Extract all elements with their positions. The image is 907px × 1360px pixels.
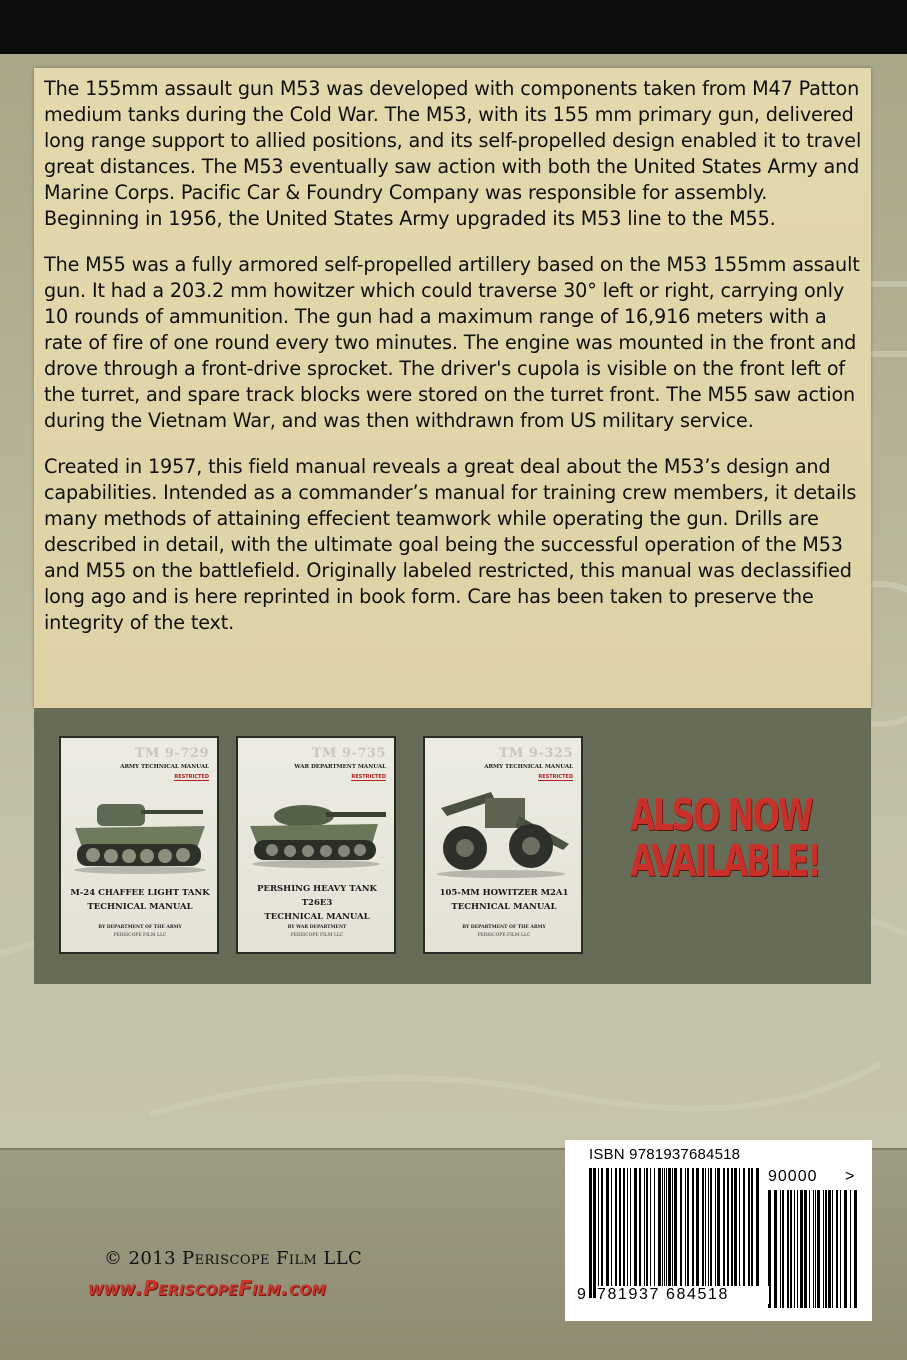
barcode-bar (664, 1168, 665, 1286)
barcode-price-code: 90000 (768, 1168, 818, 1185)
book-restricted-stamp: RESTRICTED (351, 774, 386, 780)
barcode-bar (705, 1168, 706, 1286)
book-title-line-1: 105-MM HOWITZER M2A1 (439, 888, 569, 898)
barcode-bar (787, 1190, 789, 1308)
barcode-bar (832, 1190, 833, 1308)
book-tm-number: TM 9-735 (311, 746, 386, 761)
barcode-bar (850, 1190, 851, 1308)
book-series: WAR DEPARTMENT MANUAL (294, 764, 386, 770)
book-publisher: PERISCOPE FILM LLC (290, 933, 344, 938)
isbn-barcode-box (565, 1140, 872, 1321)
barcode-bar (780, 1190, 781, 1308)
barcode-bar (790, 1190, 792, 1308)
barcode-bar (668, 1168, 671, 1286)
barcode-bar (756, 1168, 759, 1298)
book-cover-105mm-howitzer[interactable] (423, 736, 583, 954)
barcode-bar (685, 1168, 686, 1286)
description-text (44, 76, 868, 656)
barcode-bar (751, 1168, 753, 1286)
barcode-first-digit: 9 (577, 1286, 586, 1303)
book-title-line-1: PERSHING HEAVY TANK T26E3 (257, 884, 377, 908)
book-tm-number: TM 9-729 (134, 746, 209, 761)
addon-barcode-bars (768, 1190, 857, 1308)
barcode-bar (696, 1168, 699, 1286)
barcode-bar (797, 1190, 798, 1308)
barcode-bar (854, 1190, 857, 1308)
barcode-bar (627, 1168, 628, 1286)
barcode-bar (813, 1190, 814, 1308)
barcode-bar (715, 1168, 716, 1286)
publisher-website[interactable]: www.PeriscopeFilm.com (88, 1276, 326, 1300)
book-publisher: PERISCOPE FILM LLC (113, 933, 167, 938)
barcode-bar (619, 1168, 621, 1286)
barcode-bar (650, 1168, 651, 1286)
also-now-available-heading (630, 790, 820, 887)
book-title (429, 886, 579, 914)
barcode-bar (606, 1168, 609, 1286)
barcode-bar (687, 1168, 689, 1286)
book-title-line-1: M-24 CHAFFEE LIGHT TANK (70, 888, 210, 898)
barcode-bar (825, 1190, 827, 1308)
barcode-bar (804, 1190, 807, 1308)
description-paragraph-1: The 155mm assault gun M53 was developed with components taken from M47 Patton medium tanks during the Cold War. The M53, with its 155 mm primary gun, delivered long range support to allied positions, and its self-propelled design enabled it to travel great distances. The M53 eventually saw action with both the United States Army and Marine Corps. Pacific Car & Foundry Company was responsible for assembly. Beginning in 1956, the United States Army upgraded its M53 line to the M55. (44, 77, 862, 230)
barcode-bar (674, 1168, 677, 1298)
copyright-notice: © 2013 Periscope Film LLC (104, 1248, 363, 1269)
barcode-bar (840, 1190, 841, 1308)
barcode-bar (601, 1168, 603, 1286)
barcode-bar (823, 1190, 824, 1308)
tank-illustration (244, 786, 390, 876)
barcode-bar (702, 1168, 704, 1286)
barcode-bar (634, 1168, 637, 1286)
description-paragraph-3: Created in 1957, this field manual reveals a great deal about the M53’s design and capabilities. Intended as a commander’s manual for training crew members, it details many methods of attaining effecient teamwork while operating the gun. Drills are described in detail, with the ultimate goal being the successful operation of the M53 and M55 on the battlefield. Originally labeled restricted, this manual was declassified long ago and is here reprinted in book form. Care has been taken to preserve the integrity of the text. (44, 455, 857, 634)
barcode-bar (815, 1190, 816, 1308)
barcode-bar (611, 1168, 612, 1286)
barcode-bar (662, 1168, 663, 1286)
barcode-bar (639, 1168, 641, 1286)
barcode-bar (828, 1190, 831, 1308)
tank-illustration (67, 786, 213, 876)
barcode-bar (644, 1168, 645, 1286)
book-publisher: PERISCOPE FILM LLC (477, 933, 531, 938)
barcode-bar (708, 1168, 709, 1286)
barcode-bar (774, 1190, 777, 1308)
barcode-bar (844, 1190, 847, 1308)
book-title-line-2: TECHNICAL MANUAL (451, 902, 557, 912)
barcode-bar (710, 1168, 712, 1286)
barcode-bar (794, 1190, 795, 1308)
barcode-bar (817, 1190, 820, 1308)
isbn-label: ISBN 9781937684518 (589, 1146, 741, 1163)
main-barcode-bars (589, 1168, 759, 1298)
barcode-bar (800, 1190, 803, 1308)
book-title (242, 882, 392, 924)
barcode-bar (692, 1168, 694, 1286)
barcode-bar (734, 1168, 737, 1286)
book-author: BY WAR DEPARTMENT (287, 925, 347, 930)
barcode-bar (723, 1168, 725, 1286)
promo-line-1: ALSO NOW (630, 790, 812, 841)
book-series: ARMY TECHNICAL MANUAL (484, 764, 573, 770)
barcode-bar (589, 1168, 592, 1298)
barcode-bar (630, 1168, 631, 1286)
barcode-bar (654, 1168, 655, 1286)
book-restricted-stamp: RESTRICTED (174, 774, 209, 780)
book-series: ARMY TECHNICAL MANUAL (120, 764, 209, 770)
barcode-bar (727, 1168, 729, 1286)
barcode-bar (658, 1168, 661, 1286)
description-panel (34, 68, 871, 708)
barcode-bar (731, 1168, 733, 1286)
barcode-bar (739, 1168, 740, 1286)
howitzer-illustration (431, 786, 577, 882)
book-title (65, 886, 215, 914)
book-tm-number: TM 9-325 (498, 746, 573, 761)
book-title-line-2: TECHNICAL MANUAL (264, 912, 370, 922)
barcode-digits: 781937 684518 (597, 1286, 769, 1304)
book-author: BY DEPARTMENT OF THE ARMY (462, 925, 546, 930)
book-author: BY DEPARTMENT OF THE ARMY (98, 925, 182, 930)
barcode-bar (809, 1190, 810, 1308)
barcode-bar (598, 1168, 599, 1298)
barcode-bar (646, 1168, 648, 1286)
promo-line-2: AVAILABLE! (630, 836, 820, 887)
book-title-line-2: TECHNICAL MANUAL (87, 902, 193, 912)
barcode-bar (672, 1168, 673, 1286)
book-cover-pershing-t26e3[interactable] (236, 736, 396, 954)
barcode-bar (782, 1190, 784, 1308)
barcode-bar (623, 1168, 625, 1286)
book-restricted-stamp: RESTRICTED (538, 774, 573, 780)
barcode-bar (836, 1190, 838, 1308)
barcode-bar (748, 1168, 750, 1286)
top-black-band (0, 0, 907, 54)
barcode-bar (593, 1168, 596, 1298)
barcode-bar (615, 1168, 617, 1286)
barcode-bar (666, 1168, 667, 1286)
barcode-price-arrow: > (845, 1168, 855, 1185)
barcode-bar (743, 1168, 745, 1286)
description-paragraph-2: The M55 was a fully armored self-propelled artillery based on the M53 155mm assault gun. It had a 203.2 mm howitzer which could traverse 30° left or right, carrying only 10 rounds of ammunition. The gun had a maximum range of 16,916 meters with a rate of fire of one round every two minutes. The engine was mounted in the front and drove through a front-drive sprocket. The driver's cupola is visible on the front left of the turret, and spare track blocks were stored on the turret front. The M55 saw action during the Vietnam War, and was then withdrawn from US military service. (44, 253, 860, 432)
barcode-bar (717, 1168, 720, 1286)
barcode-bar (680, 1168, 682, 1286)
book-cover-m24-chaffee[interactable] (59, 736, 219, 954)
